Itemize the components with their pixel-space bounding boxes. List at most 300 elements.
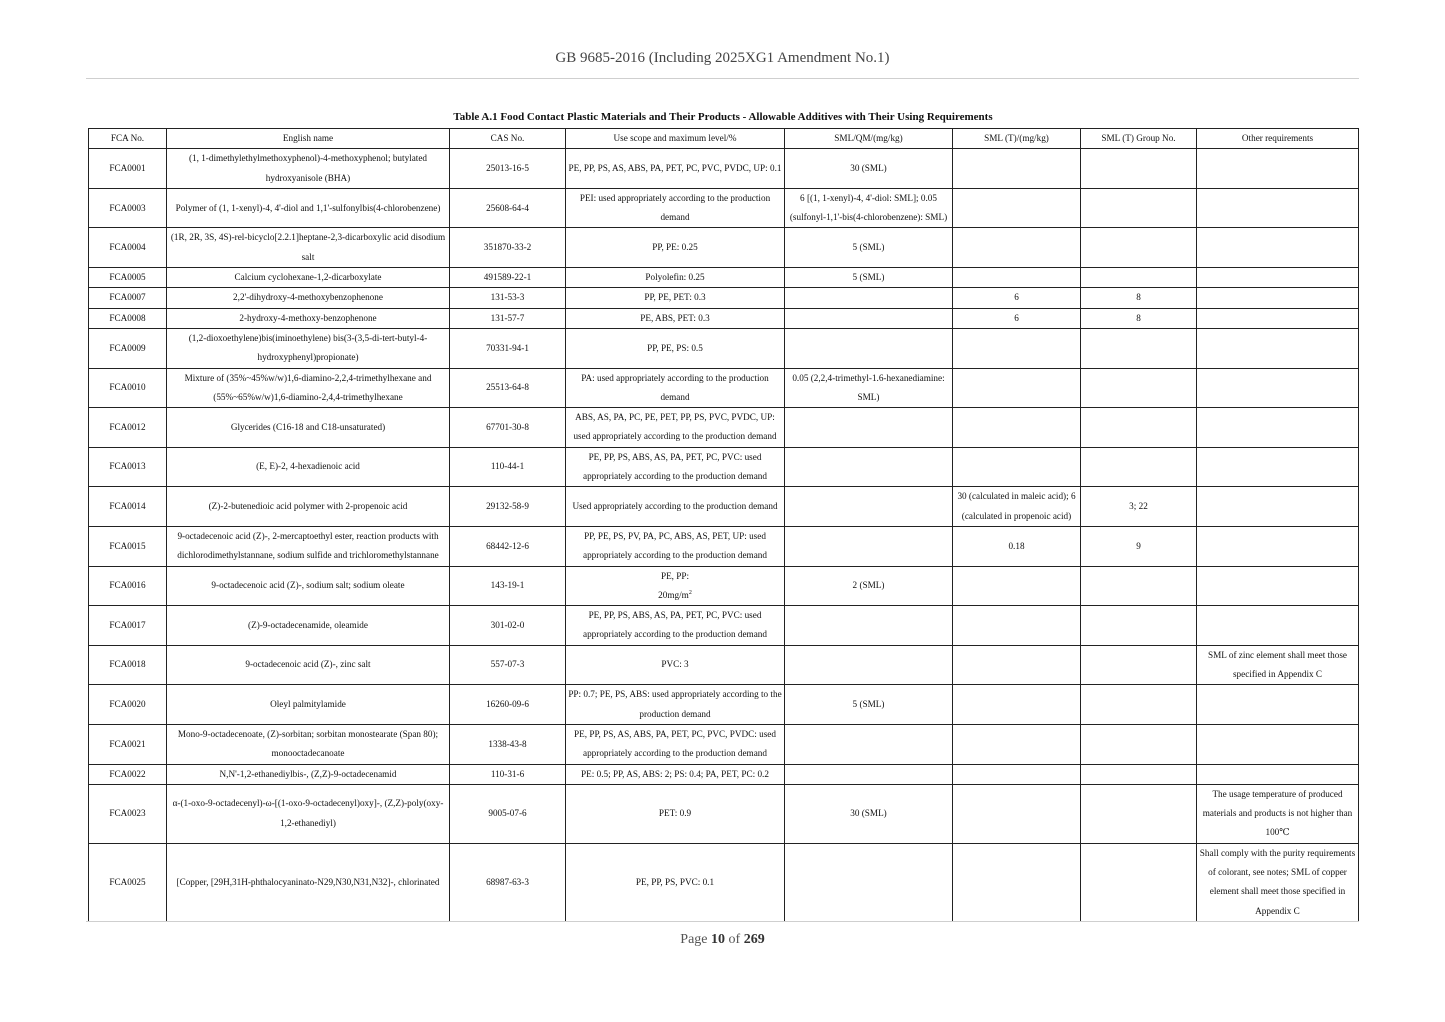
table-row <box>89 685 1359 725</box>
english-name-text: 9-octadecenoic acid (Z)-, sodium salt; sodium oleate <box>211 580 405 591</box>
cas-number-cell <box>450 843 566 921</box>
sml-t-text: 6 <box>1014 312 1019 323</box>
english-name-text: (1,2-dioxoethylene)bis(iminoethylene) bis(3-(3,5-di-tert-butyl-4-hydroxyphenyl)propionate) <box>188 332 428 363</box>
sml-t-group-cell <box>1081 487 1197 527</box>
use-scope-cell <box>566 149 785 189</box>
cas-number-cell <box>450 606 566 646</box>
other-requirements-cell <box>1197 606 1359 646</box>
english-name-cell <box>167 784 450 843</box>
sml-t-group-cell <box>1081 328 1197 368</box>
english-name-text: Oleyl palmitylamide <box>270 698 346 709</box>
column-header: English name <box>167 129 450 149</box>
other-requirements-cell <box>1197 843 1359 921</box>
sml-t-group-cell <box>1081 843 1197 921</box>
table-row <box>89 228 1359 268</box>
sml-qm-text: 5 (SML) <box>852 242 885 253</box>
sml-qm-text: 5 (SML) <box>852 272 885 283</box>
use-scope-text: PP, PE, PET: 0.3 <box>644 292 706 303</box>
fca-number-cell <box>89 724 167 764</box>
english-name-cell <box>167 487 450 527</box>
other-requirements-cell <box>1197 308 1359 328</box>
english-name-cell <box>167 447 450 487</box>
cas-number-text: 68442-12-6 <box>486 540 529 551</box>
sml-qm-cell <box>785 606 953 646</box>
column-header: CAS No. <box>450 129 566 149</box>
english-name-cell <box>167 408 450 448</box>
cas-number-text: 557-07-3 <box>490 659 525 670</box>
cas-number-cell <box>450 308 566 328</box>
sml-t-cell <box>953 447 1081 487</box>
english-name-text: 9-octadecenoic acid (Z)-, zinc salt <box>245 659 371 670</box>
fca-number-text: FCA0014 <box>109 500 146 511</box>
cas-number-text: 70331-94-1 <box>486 342 529 353</box>
fca-number-cell <box>89 408 167 448</box>
cas-number-cell <box>450 368 566 408</box>
use-scope-cell <box>566 308 785 328</box>
other-requirements-text: SML of zinc element shall meet those specified in Appendix C <box>1208 649 1347 680</box>
english-name-cell <box>167 368 450 408</box>
english-name-text: (E, E)-2, 4-hexadienoic acid <box>256 461 360 472</box>
english-name-cell <box>167 288 450 308</box>
sml-t-cell <box>953 188 1081 228</box>
superscript: 2 <box>688 589 692 596</box>
sml-qm-cell <box>785 685 953 725</box>
other-requirements-cell <box>1197 566 1359 606</box>
use-scope-text: Polyolefin: 0.25 <box>645 272 705 283</box>
english-name-text: 2-hydroxy-4-methoxy-benzophenone <box>239 312 377 323</box>
english-name-cell <box>167 645 450 685</box>
english-name-text: (1R, 2R, 3S, 4S)-rel-bicyclo[2.2.1]heptane-2,3-dicarboxylic acid disodium salt <box>170 232 446 262</box>
sml-t-cell <box>953 408 1081 448</box>
use-scope-cell <box>566 843 785 921</box>
use-scope-text: PVC: 3 <box>661 659 689 670</box>
use-scope-cell <box>566 784 785 843</box>
other-requirements-cell <box>1197 724 1359 764</box>
sml-qm-cell <box>785 308 953 328</box>
english-name-text: Polymer of (1, 1-xenyl)-4, 4'-diol and 1,1'-sulfonylbis(4-chlorobenzene) <box>175 202 441 213</box>
sml-t-text: 0.18 <box>1008 540 1025 551</box>
use-scope-cell <box>566 268 785 288</box>
column-header: SML (T)/(mg/kg) <box>953 129 1081 149</box>
use-scope-cell <box>566 228 785 268</box>
sml-t-group-cell <box>1081 764 1197 784</box>
english-name-cell <box>167 526 450 566</box>
use-scope-cell <box>566 645 785 685</box>
cas-number-text: 301-02-0 <box>490 619 525 630</box>
use-scope-cell <box>566 487 785 527</box>
english-name-text: (Z)-2-butenedioic acid polymer with 2-propenoic acid <box>208 500 408 511</box>
cas-number-cell <box>450 288 566 308</box>
document-header: GB 9685-2016 (Including 2025XG1 Amendment No.1) <box>555 50 890 66</box>
fca-number-text: FCA0012 <box>109 421 146 432</box>
use-scope-cell <box>566 685 785 725</box>
sml-qm-cell <box>785 526 953 566</box>
footer-divider <box>86 921 1359 922</box>
sml-qm-cell <box>785 764 953 784</box>
use-scope-cell <box>566 526 785 566</box>
fca-number-cell <box>89 566 167 606</box>
sml-t-group-text: 8 <box>1136 292 1141 303</box>
fca-number-cell <box>89 645 167 685</box>
table-row <box>89 724 1359 764</box>
english-name-cell <box>167 308 450 328</box>
cas-number-text: 29132-58-9 <box>486 500 529 511</box>
fca-number-cell <box>89 228 167 268</box>
use-scope-text: PE, PP: <box>660 570 690 581</box>
english-name-cell <box>167 328 450 368</box>
fca-number-text: FCA0016 <box>109 580 146 591</box>
table-header-row <box>89 129 1359 149</box>
sml-t-group-cell <box>1081 308 1197 328</box>
fca-number-cell <box>89 526 167 566</box>
english-name-text: 9-octadecenoic acid (Z)-, 2-mercaptoethyl ester, reaction products with dichlorodimethylstannane, sodium sulfide and trichloromethylstannane <box>177 530 439 561</box>
english-name-cell <box>167 566 450 606</box>
sml-qm-cell <box>785 843 953 921</box>
english-name-text: Glycerides (C16-18 and C18-unsaturated) <box>230 421 386 432</box>
sml-t-group-cell <box>1081 784 1197 843</box>
fca-number-cell <box>89 487 167 527</box>
use-scope-cell <box>566 408 785 448</box>
english-name-cell <box>167 149 450 189</box>
other-requirements-text: Shall comply with the purity requirements of colorant, see notes; SML of copper element shall meet those specified in Appendix C <box>1199 847 1356 916</box>
fca-number-cell <box>89 685 167 725</box>
sml-qm-cell <box>785 368 953 408</box>
use-scope-text: 20mg/m <box>658 589 689 600</box>
cas-number-text: 25513-64-8 <box>486 382 529 393</box>
sml-t-group-cell <box>1081 368 1197 408</box>
sml-t-group-cell <box>1081 447 1197 487</box>
fca-number-text: FCA0010 <box>109 382 146 393</box>
other-requirements-cell <box>1197 368 1359 408</box>
cas-number-text: 16260-09-6 <box>486 698 529 709</box>
use-scope-text: PP, PE, PS, PV, PA, PC, ABS, AS, PET, UP: used appropriately according to the production demand <box>583 530 767 561</box>
sml-t-cell <box>953 724 1081 764</box>
column-header: SML/QM/(mg/kg) <box>785 129 953 149</box>
english-name-cell <box>167 685 450 725</box>
sml-t-cell <box>953 268 1081 288</box>
table-row <box>89 764 1359 784</box>
table-row <box>89 566 1359 606</box>
sml-t-group-text: 3; 22 <box>1129 500 1148 511</box>
sml-t-text: 30 (calculated in maleic acid); 6 (calculated in propenoic acid) <box>957 491 1076 521</box>
english-name-text: 2,2'-dihydroxy-4-methoxybenzophenone <box>233 292 383 303</box>
page-indicator <box>0 932 1445 948</box>
cas-number-text: 68987-63-3 <box>486 876 529 887</box>
sml-t-cell <box>953 228 1081 268</box>
sml-t-text: 6 <box>1014 292 1019 303</box>
cas-number-text: 25608-64-4 <box>486 202 529 213</box>
sml-t-group-cell <box>1081 149 1197 189</box>
table-row <box>89 447 1359 487</box>
cas-number-text: 131-57-7 <box>490 312 525 323</box>
table-row <box>89 843 1359 921</box>
fca-number-text: FCA0020 <box>109 698 146 709</box>
english-name-text: (1, 1-dimethylethylmethoxyphenol)-4-methoxyphenol; butylated hydroxyanisole (BHA) <box>188 153 428 183</box>
use-scope-text: PE, PP, PS, ABS, AS, PA, PET, PC, PVC: used appropriately according to the production demand <box>583 610 767 640</box>
use-scope-text: ABS, AS, PA, PC, PE, PET, PP, PS, PVC, PVDC, UP: used appropriately according to the production demand <box>573 412 777 442</box>
table-row <box>89 645 1359 685</box>
use-scope-cell <box>566 566 785 606</box>
fca-number-text: FCA0003 <box>109 202 146 213</box>
other-requirements-cell <box>1197 784 1359 843</box>
cas-number-cell <box>450 487 566 527</box>
sml-qm-cell <box>785 645 953 685</box>
header-divider <box>86 78 1359 79</box>
table-row <box>89 188 1359 228</box>
fca-number-cell <box>89 188 167 228</box>
additives-table <box>88 128 1359 922</box>
use-scope-text: PP, PE: 0.25 <box>652 242 698 253</box>
use-scope-cell <box>566 764 785 784</box>
sml-t-cell <box>953 149 1081 189</box>
english-name-text: α-(1-oxo-9-octadecenyl)-ω-[(1-oxo-9-octadecenyl)oxy]-, (Z,Z)-poly(oxy-1,2-ethanediyl) <box>172 798 444 828</box>
cas-number-cell <box>450 268 566 288</box>
table-row <box>89 149 1359 189</box>
sml-t-group-cell <box>1081 685 1197 725</box>
page-number: 10 <box>711 932 726 947</box>
use-scope-text: PE: 0.5; PP, AS, ABS: 2; PS: 0.4; PA, PET, PC: 0.2 <box>581 768 769 779</box>
use-scope-cell <box>566 724 785 764</box>
table-row <box>89 268 1359 288</box>
cas-number-text: 67701-30-8 <box>486 421 529 432</box>
sml-t-group-cell <box>1081 526 1197 566</box>
column-header: SML (T) Group No. <box>1081 129 1197 149</box>
cas-number-cell <box>450 685 566 725</box>
fca-number-text: FCA0008 <box>109 312 146 323</box>
sml-t-cell <box>953 843 1081 921</box>
english-name-cell <box>167 724 450 764</box>
other-requirements-text: The usage temperature of produced materials and products is not higher than 100℃ <box>1202 788 1353 838</box>
fca-number-cell <box>89 843 167 921</box>
fca-number-cell <box>89 606 167 646</box>
cas-number-text: 131-53-3 <box>490 292 525 303</box>
english-name-cell <box>167 268 450 288</box>
sml-qm-cell <box>785 268 953 288</box>
fca-number-text: FCA0017 <box>109 619 146 630</box>
other-requirements-cell <box>1197 188 1359 228</box>
sml-qm-cell <box>785 487 953 527</box>
other-requirements-cell <box>1197 328 1359 368</box>
sml-t-group-cell <box>1081 606 1197 646</box>
cas-number-cell <box>450 328 566 368</box>
use-scope-text: PP, PE, PS: 0.5 <box>647 342 703 353</box>
use-scope-cell <box>566 288 785 308</box>
sml-t-cell <box>953 308 1081 328</box>
english-name-text: Mixture of (35%~45%w/w)1,6-diamino-2,2,4-trimethylhexane and (55%~65%w/w)1,6-diamino-2,4,4-trimethylhexane <box>184 372 432 402</box>
sml-t-cell <box>953 606 1081 646</box>
sml-qm-cell <box>785 566 953 606</box>
cas-number-cell <box>450 645 566 685</box>
english-name-cell <box>167 188 450 228</box>
fca-number-cell <box>89 268 167 288</box>
use-scope-text: PE, PP, PS, PVC: 0.1 <box>635 876 715 887</box>
use-scope-text: PP: 0.7; PE, PS, ABS: used appropriately according to the production demand <box>568 689 782 719</box>
english-name-cell <box>167 228 450 268</box>
sml-t-group-cell <box>1081 188 1197 228</box>
use-scope-cell <box>566 188 785 228</box>
fca-number-text: FCA0013 <box>109 461 146 472</box>
table-row <box>89 606 1359 646</box>
sml-qm-text: 30 (SML) <box>850 808 887 819</box>
table-row <box>89 526 1359 566</box>
cas-number-cell <box>450 408 566 448</box>
page-label: Page <box>680 932 708 947</box>
fca-number-cell <box>89 308 167 328</box>
cas-number-cell <box>450 447 566 487</box>
fca-number-text: FCA0015 <box>109 540 146 551</box>
other-requirements-cell <box>1197 447 1359 487</box>
fca-number-cell <box>89 149 167 189</box>
table-row <box>89 368 1359 408</box>
fca-number-text: FCA0004 <box>109 242 146 253</box>
sml-t-cell <box>953 487 1081 527</box>
sml-t-cell <box>953 368 1081 408</box>
sml-t-group-cell <box>1081 645 1197 685</box>
sml-qm-cell <box>785 724 953 764</box>
use-scope-text: PE, PP, PS, ABS, AS, PA, PET, PC, PVC: used appropriately according to the production demand <box>583 451 767 482</box>
sml-qm-cell <box>785 149 953 189</box>
sml-qm-cell <box>785 408 953 448</box>
of-label: of <box>728 932 741 947</box>
sml-t-cell <box>953 328 1081 368</box>
sml-t-group-text: 8 <box>1136 312 1141 323</box>
sml-t-group-cell <box>1081 228 1197 268</box>
english-name-cell <box>167 843 450 921</box>
cas-number-cell <box>450 724 566 764</box>
cas-number-cell <box>450 188 566 228</box>
sml-t-group-text: 9 <box>1136 540 1141 551</box>
other-requirements-cell <box>1197 487 1359 527</box>
use-scope-text: PET: 0.9 <box>658 808 692 819</box>
page-total: 269 <box>743 932 765 947</box>
cas-number-cell <box>450 566 566 606</box>
use-scope-text: PE, PP, PS, AS, ABS, PA, PET, PC, PVC, PVDC: used appropriately according to the production demand <box>574 728 776 759</box>
fca-number-text: FCA0025 <box>109 876 146 887</box>
fca-number-cell <box>89 764 167 784</box>
other-requirements-cell <box>1197 408 1359 448</box>
fca-number-text: FCA0009 <box>109 342 146 353</box>
cas-number-text: 143-19-1 <box>490 580 525 591</box>
sml-t-group-cell <box>1081 288 1197 308</box>
english-name-text: Mono-9-octadecenoate, (Z)-sorbitan; sorbitan monostearate (Span 80); monooctadecanoate <box>177 728 439 759</box>
fca-number-text: FCA0005 <box>109 272 146 283</box>
sml-qm-text: 2 (SML) <box>852 580 885 591</box>
column-header: Use scope and maximum level/% <box>566 129 785 149</box>
fca-number-cell <box>89 288 167 308</box>
fca-number-text: FCA0001 <box>109 162 146 173</box>
other-requirements-cell <box>1197 645 1359 685</box>
english-name-text: N,N'-1,2-ethanediylbis-, (Z,Z)-9-octadecenamid <box>219 768 397 779</box>
sml-qm-text: 5 (SML) <box>852 698 885 709</box>
use-scope-cell <box>566 447 785 487</box>
fca-number-text: FCA0018 <box>109 659 146 670</box>
cas-number-text: 25013-16-5 <box>486 162 529 173</box>
cas-number-cell <box>450 526 566 566</box>
other-requirements-cell <box>1197 526 1359 566</box>
sml-t-cell <box>953 526 1081 566</box>
fca-number-cell <box>89 368 167 408</box>
sml-t-cell <box>953 764 1081 784</box>
other-requirements-cell <box>1197 228 1359 268</box>
sml-qm-cell <box>785 447 953 487</box>
use-scope-cell <box>566 328 785 368</box>
sml-qm-text: 0.05 (2,2,4-trimethyl-1.6-hexanediamine: SML) <box>792 372 945 402</box>
english-name-cell <box>167 764 450 784</box>
use-scope-cell <box>566 368 785 408</box>
use-scope-text: PA: used appropriately according to the production demand <box>581 372 769 402</box>
sml-t-group-cell <box>1081 724 1197 764</box>
column-header: Other requirements <box>1197 129 1359 149</box>
sml-qm-cell <box>785 288 953 308</box>
fca-number-text: FCA0007 <box>109 292 146 303</box>
english-name-text: (Z)-9-octadecenamide, oleamide <box>248 619 368 630</box>
sml-t-cell <box>953 645 1081 685</box>
fca-number-cell <box>89 447 167 487</box>
sml-t-group-cell <box>1081 408 1197 448</box>
sml-t-cell <box>953 685 1081 725</box>
fca-number-text: FCA0022 <box>109 768 146 779</box>
cas-number-cell <box>450 149 566 189</box>
english-name-cell <box>167 606 450 646</box>
fca-number-cell <box>89 328 167 368</box>
table-row <box>89 784 1359 843</box>
cas-number-text: 9005-07-6 <box>488 808 527 819</box>
column-header: FCA No. <box>89 129 167 149</box>
cas-number-text: 110-44-1 <box>490 461 525 472</box>
sml-t-group-cell <box>1081 566 1197 606</box>
fca-number-text: FCA0023 <box>109 808 146 819</box>
sml-t-group-cell <box>1081 268 1197 288</box>
table-row <box>89 308 1359 328</box>
use-scope-text: PE, PP, PS, AS, ABS, PA, PET, PC, PVC, PVDC, UP: 0.1 <box>568 162 782 173</box>
cas-number-text: 1338-43-8 <box>488 738 527 749</box>
english-name-text: [Copper, [29H,31H-phthalocyaninato-N29,N30,N31,N32]-, chlorinated <box>176 876 440 887</box>
cas-number-text: 351870-33-2 <box>483 242 532 253</box>
sml-qm-cell <box>785 188 953 228</box>
sml-t-cell <box>953 288 1081 308</box>
sml-qm-text: 6 [(1, 1-xenyl)-4, 4'-diol: SML]; 0.05 (sulfonyl-1,1'-bis(4-chlorobenzene): SML) <box>789 192 948 223</box>
table-row <box>89 328 1359 368</box>
table-row <box>89 487 1359 527</box>
cas-number-cell <box>450 784 566 843</box>
table-caption: Table A.1 Food Contact Plastic Materials and Their Products - Allowable Additives with Their Using Requirements <box>453 111 993 123</box>
sml-qm-cell <box>785 784 953 843</box>
other-requirements-cell <box>1197 288 1359 308</box>
use-scope-text: Used appropriately according to the production demand <box>572 500 778 511</box>
cas-number-cell <box>450 228 566 268</box>
cas-number-text: 491589-22-1 <box>483 272 532 283</box>
sml-qm-cell <box>785 328 953 368</box>
english-name-text: Calcium cyclohexane-1,2-dicarboxylate <box>234 272 382 283</box>
table-row <box>89 288 1359 308</box>
sml-qm-text: 30 (SML) <box>850 162 887 173</box>
cas-number-text: 110-31-6 <box>490 768 525 779</box>
use-scope-text: PE, ABS, PET: 0.3 <box>640 312 710 323</box>
sml-t-cell <box>953 784 1081 843</box>
use-scope-text: PEI: used appropriately according to the production demand <box>579 192 771 223</box>
table-row <box>89 408 1359 448</box>
use-scope-cell <box>566 606 785 646</box>
sml-t-cell <box>953 566 1081 606</box>
other-requirements-cell <box>1197 685 1359 725</box>
fca-number-cell <box>89 784 167 843</box>
other-requirements-cell <box>1197 149 1359 189</box>
other-requirements-cell <box>1197 268 1359 288</box>
other-requirements-cell <box>1197 764 1359 784</box>
sml-qm-cell <box>785 228 953 268</box>
fca-number-text: FCA0021 <box>109 738 146 749</box>
cas-number-cell <box>450 764 566 784</box>
